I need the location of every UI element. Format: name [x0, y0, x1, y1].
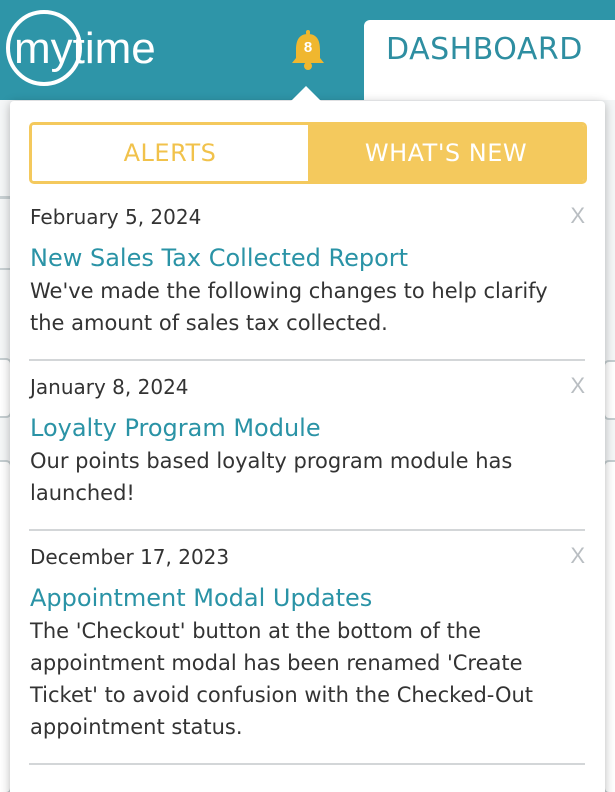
top-header	[0, 0, 615, 100]
dashboard-tab[interactable]	[364, 20, 615, 100]
tab-whats-new[interactable]: WHAT'S NEW	[308, 125, 584, 181]
mytime-logo[interactable]	[4, 8, 214, 88]
list-item	[29, 361, 585, 531]
entry-title-link[interactable]: Loyalty Program Module	[30, 414, 321, 442]
close-icon[interactable]: X	[570, 543, 585, 568]
entry-title-link[interactable]: Appointment Modal Updates	[30, 584, 373, 612]
background-divider	[0, 196, 10, 199]
whats-new-list	[29, 191, 585, 765]
notification-tabs	[29, 122, 587, 184]
entry-date: December 17, 2023	[30, 545, 230, 569]
close-icon[interactable]: X	[570, 203, 585, 228]
entry-date: January 8, 2024	[30, 375, 189, 399]
close-icon[interactable]: X	[570, 373, 585, 398]
entry-description: The 'Checkout' button at the bottom of the appointment modal has been renamed 'Create Ticket' to avoid confusion with the Checked-Out appointment status.	[30, 619, 534, 739]
tab-alerts[interactable]: ALERTS	[32, 125, 308, 181]
entry-date: February 5, 2024	[30, 205, 202, 229]
entry-description: We've made the following changes to help clarify the amount of sales tax collected.	[30, 279, 548, 335]
notification-count-badge: 8	[303, 39, 313, 56]
bell-icon[interactable]	[288, 28, 328, 72]
dashboard-tab-label: DASHBOARD	[386, 32, 583, 67]
notifications-popover	[10, 101, 605, 792]
background-divider	[0, 268, 10, 270]
logo-wordmark: mytime	[14, 24, 156, 73]
list-item	[29, 191, 585, 361]
popover-pointer	[290, 86, 322, 102]
entry-title-link[interactable]: New Sales Tax Collected Report	[30, 244, 409, 272]
entry-description: Our points based loyalty program module has launched!	[30, 449, 513, 505]
list-item	[29, 531, 585, 765]
